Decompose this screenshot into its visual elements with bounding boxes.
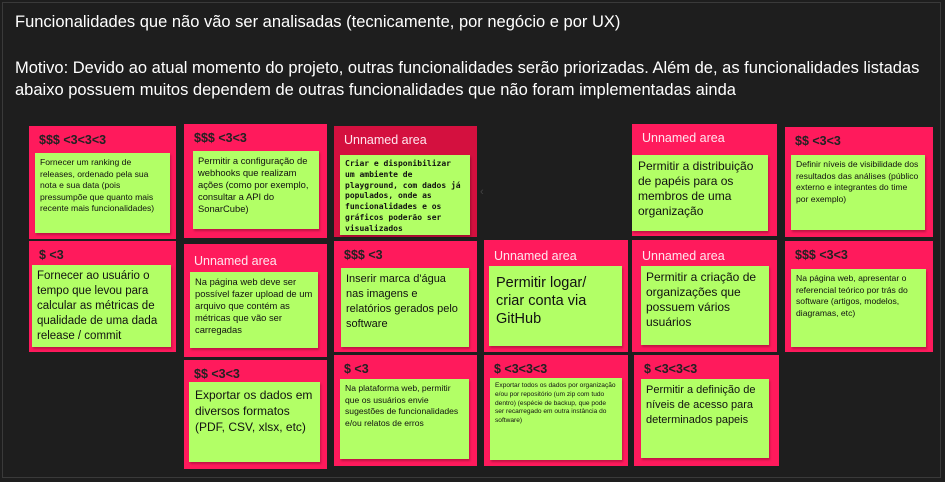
sticky-note[interactable]: Fornecer um ranking de releases, ordenado pela sua nota e sua data (pois pressumpõe que quanto mais recente mais funcionalidades) [35,153,170,233]
motivo-text: Motivo: Devido ao atual momento do projeto, outras funcionalidades serão priorizadas. Além de, as funcionalidades listadas abaixo possuem muitos dependem de outras funcionalidades que não foram implementadas ainda [15,59,920,99]
sticky-note[interactable]: Permitir a configuração de webhooks que realizam ações (como por exemplo, consultar a API do SonarCube) [193,151,319,229]
card-title: $$ <3<3 [795,134,841,148]
card-title: $ <3 [39,248,64,262]
sticky-note[interactable]: Fornecer ao usuário o tempo que levou para calcular as métricas de qualidade de uma dada release / commit [32,265,171,347]
sticky-note[interactable]: Na página web, apresentar o referencial teórico por trás do software (artigos, modelos, diagramas, etc) [791,269,926,347]
card-referencial[interactable] [785,241,933,352]
card-title: $ <3 [344,362,369,376]
sticky-note[interactable]: Permitir a definição de níveis de acesso para determinados papeis [641,379,769,458]
card-sugestoes[interactable] [334,355,477,466]
sticky-note[interactable]: Permitir a criação de organizações que possuem vários usuários [641,266,769,345]
card-visibilidade[interactable] [785,127,933,237]
card-title: Unnamed area [642,131,725,145]
sticky-note[interactable]: Permitir a distribuição de papéis para os membros de uma organização [632,155,768,231]
card-login-github[interactable] [484,240,628,352]
card-marca-dagua[interactable] [334,241,477,352]
board-heading: Funcionalidades que não vão ser analisadas (tecnicamente, por negócio e por UX) [15,13,621,31]
card-exportar-backup[interactable] [484,355,628,466]
sticky-note[interactable]: Na plataforma web, permitir que os usuários envie sugestões de funcionalidades e/ou relatos de erros [340,379,469,459]
card-title: $$$ <3<3<3 [39,133,107,147]
card-title: Unnamed area [494,249,577,263]
card-papeis[interactable] [632,124,777,236]
card-webhooks[interactable] [184,124,327,238]
card-exportar-formatos[interactable] [184,360,327,469]
card-tempo-metricas[interactable] [29,241,176,352]
sticky-note[interactable]: Permitir logar/ criar conta via GitHub [489,266,622,346]
sticky-note[interactable]: Inserir marca d'água nas imagens e relatórios gerados pelo software [341,268,469,347]
cursor-icon: ‹ [480,186,484,198]
card-title: $$$ <3<3 [795,248,848,262]
card-title: $ <3<3<3 [494,362,548,376]
sticky-note[interactable]: Na página web deve ser possível fazer upload de um arquivo que contém as métricas que vão ser carregadas [190,272,318,348]
card-playground[interactable] [334,126,477,237]
sticky-note[interactable]: Exportar os dados em diversos formatos (PDF, CSV, xlsx, etc) [189,382,320,462]
card-niveis-acesso[interactable] [634,355,779,466]
card-upload[interactable] [184,244,327,357]
card-title: $$$ <3<3 [194,131,247,145]
sticky-note[interactable]: Criar e disponibilizar um ambiente de playground, com dados já populados, onde as funcionalidades e os gráficos poderão ser visualizados [340,155,470,235]
card-title: $ <3<3<3 [644,362,698,376]
card-title: Unnamed area [344,133,427,147]
sticky-note[interactable]: Exportar todos os dados por organização e/ou por repositório (um zip com tudo dentro) (espécie de backup, que pode ser recarregado em outra instância do software) [490,378,622,460]
sticky-note[interactable]: Definir níveis de visibilidade dos resultados das análises (público externo e integrantes do time por exemplo) [791,155,925,230]
card-title: Unnamed area [194,254,277,268]
card-organizacoes[interactable] [632,240,777,352]
card-title: Unnamed area [642,249,725,263]
card-title: $$ <3<3 [194,367,240,381]
card-title: $$$ <3 [344,248,383,262]
card-ranking[interactable] [29,126,176,239]
